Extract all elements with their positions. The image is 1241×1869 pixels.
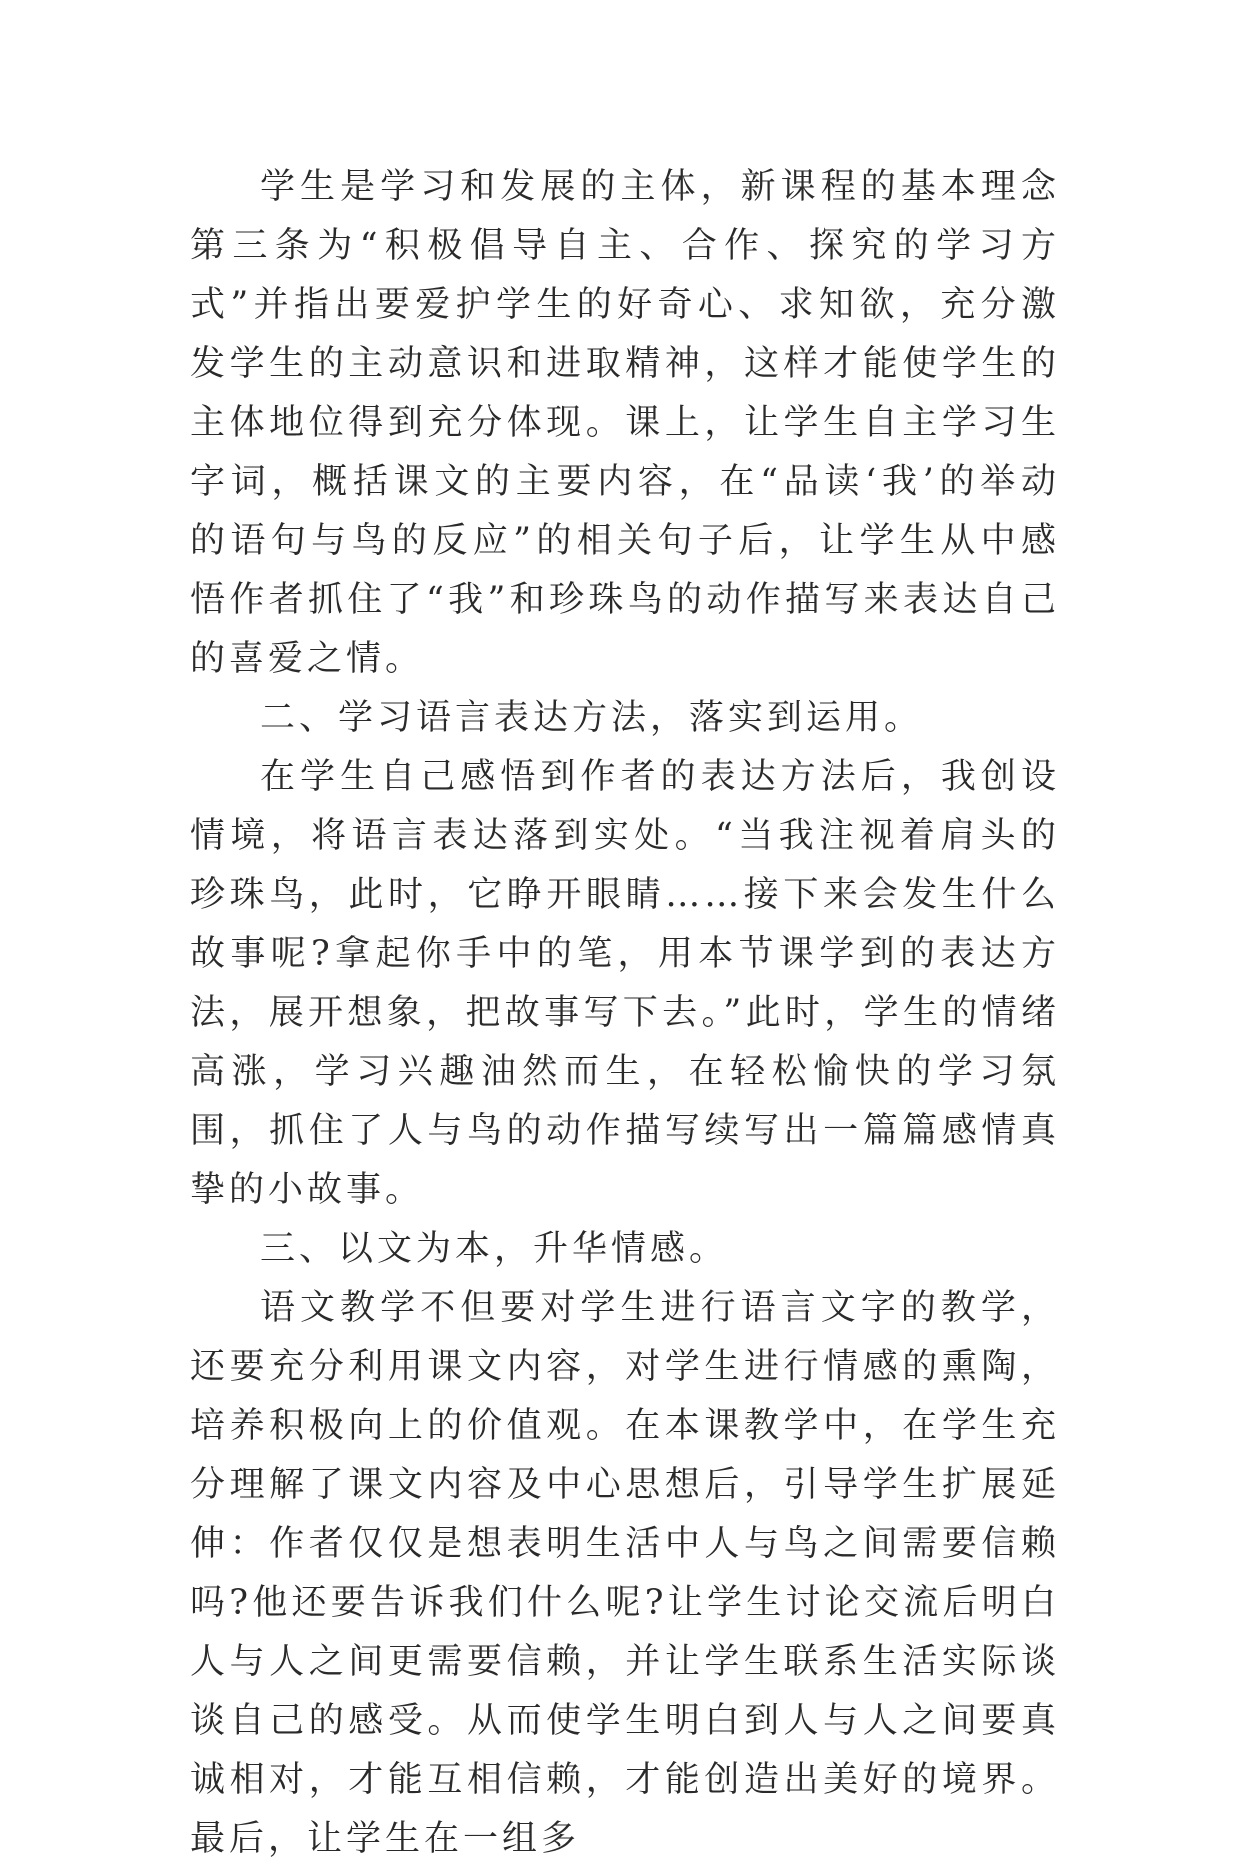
- paragraph-emotion-education: 语文教学不但要对学生进行语言文字的教学，还要充分利用课文内容，对学生进行情感的熏陶，培养积极向上的价值观。在本课教学中，在学生充分理解了课文内容及中心思想后，引导学生扩展延伸：作者仅仅是想表明生活中人与鸟之间需要信赖吗?他还要告诉我们什么呢?让学生讨论交流后明白人与人之间更需要信赖，并让学生联系生活实际谈谈自己的感受。从而使学生明白到人与人之间要真诚相对，才能互相信赖，才能创造出美好的境界。最后，让学生在一组多: [190, 1288, 1060, 1859]
- paragraph-language-expression: 在学生自己感悟到作者的表达方法后，我创设情境，将语言表达落到实处。“当我注视着肩头的珍珠鸟，此时，它睁开眼睛……接下来会发生什么故事呢?拿起你手中的笔，用本节课学到的表达方法，展开想象，把故事写下去。”此时，学生的情绪高涨，学习兴趣油然而生，在轻松愉快的学习氛围，抓住了人与鸟的动作描写续写出一篇篇感情真挚的小故事。: [190, 757, 1060, 1210]
- document-body: [190, 158, 1060, 1869]
- section-heading-three: 三、以文为本，升华情感。: [260, 1229, 729, 1269]
- section-heading-two: 二、学习语言表达方法，落实到运用。: [260, 698, 924, 738]
- paragraph-student-subject: 学生是学习和发展的主体，新课程的基本理念第三条为“积极倡导自主、合作、探究的学习方式”并指出要爱护学生的好奇心、求知欲，充分激发学生的主动意识和进取精神，这样才能使学生的主体地位得到充分体现。课上，让学生自主学习生字词，概括课文的主要内容，在“品读‘我’的举动的语句与鸟的反应”的相关句子后，让学生从中感悟作者抓住了“我”和珍珠鸟的动作描写来表达自己的喜爱之情。: [190, 167, 1060, 679]
